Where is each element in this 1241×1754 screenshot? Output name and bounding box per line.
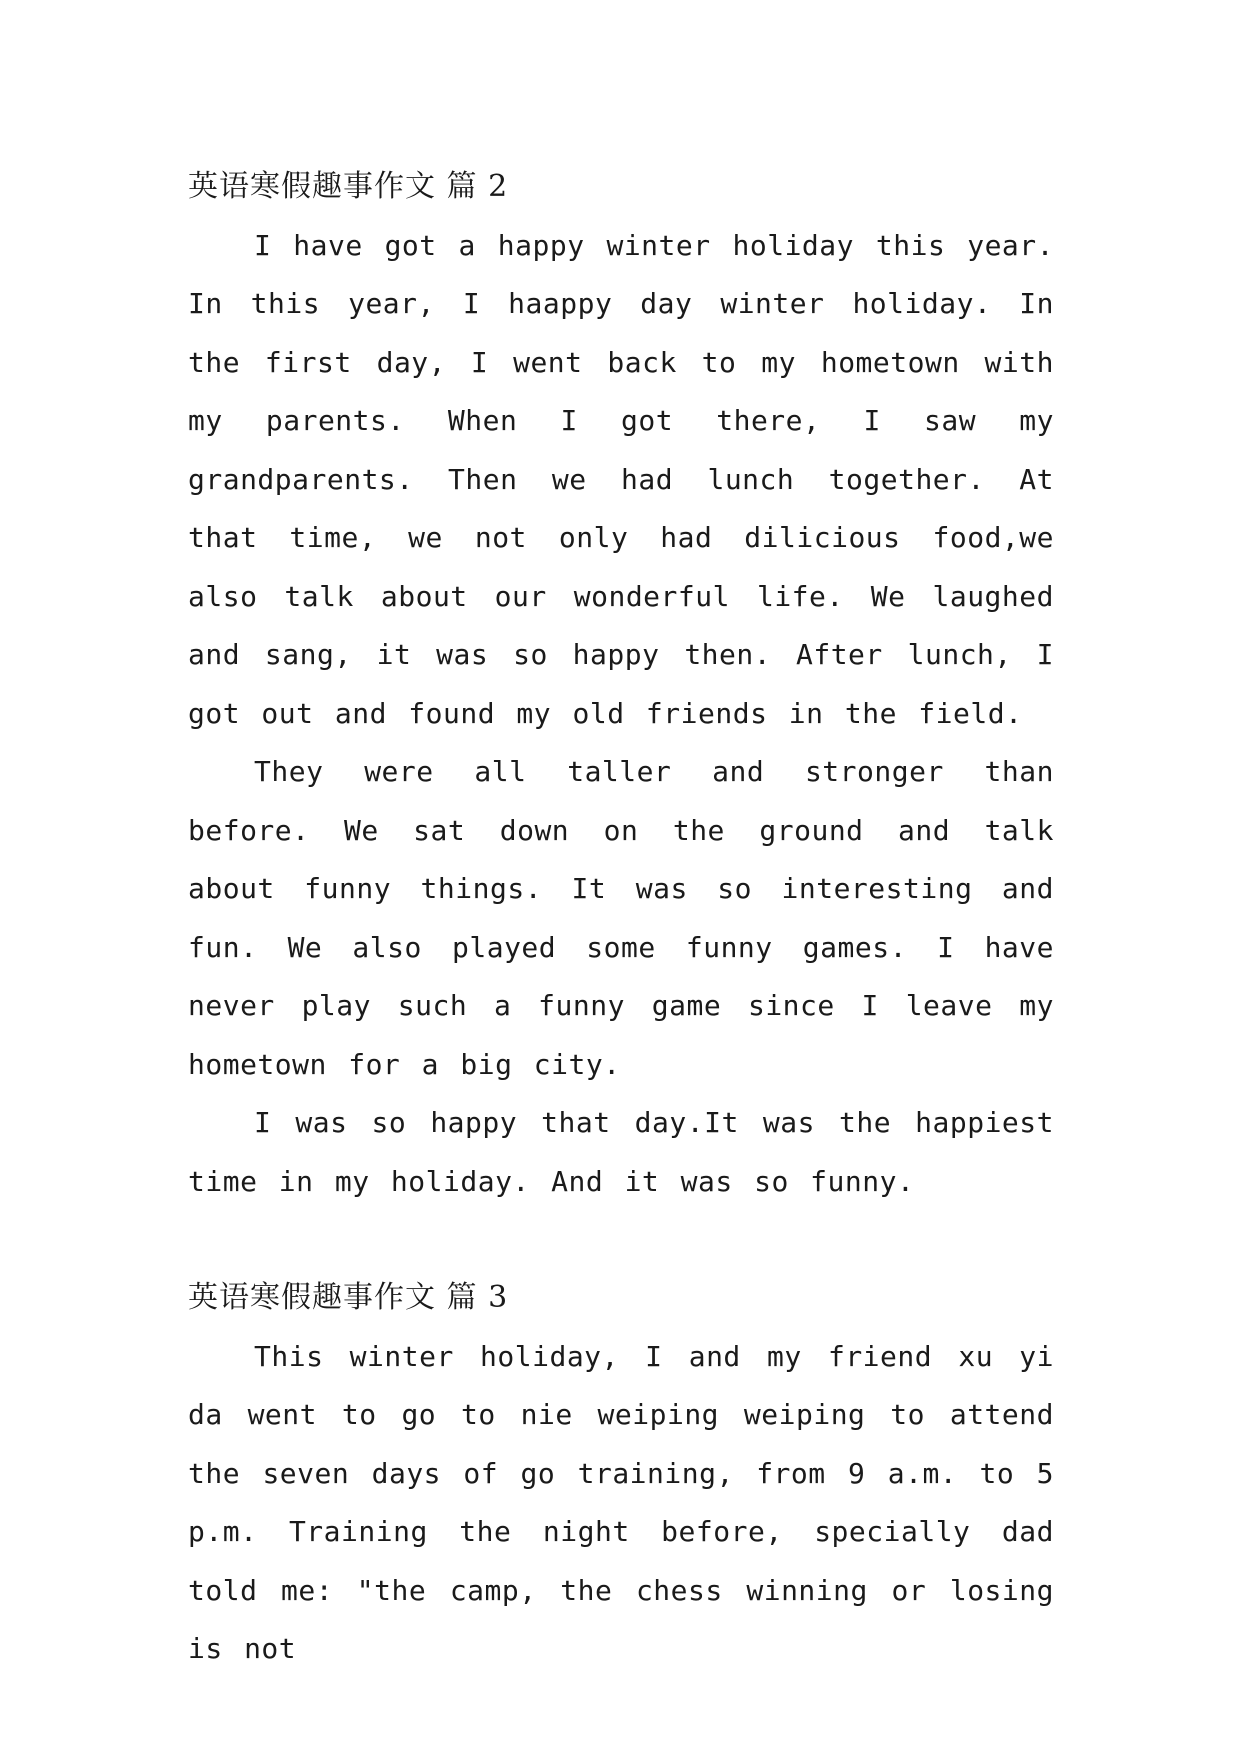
body-paragraph: I was so happy that day.It was the happiest time in my holiday. And it was so funny. [188,1106,1054,1198]
document-content [188,158,1054,1679]
body-paragraph: They were all taller and stronger than before. We sat down on the ground and talk about funny things. It was so interesting and fun. We also played some funny games. I have never play such a funny game since I leave my hometown for a big city. [188,755,1054,1081]
section-heading: 英语寒假趣事作文 篇 2 [188,169,509,204]
body-paragraph: This winter holiday, I and my friend xu yi da went to go to nie weiping weiping to attend the seven days of go training, from 9 a.m. to 5 p.m. Training the night before, specially dad told me: "the camp, the chess winning or losing is not [188,1339,1054,1665]
section-spacer [188,1211,1054,1269]
section-heading: 英语寒假趣事作文 篇 3 [188,1280,509,1315]
body-paragraph: I have got a happy winter holiday this year. In this year, I haappy day winter holiday. In the first day, I went back to my hometown with my parents. When I got there, I saw my grandparents. Then we had lunch together. At that time, we not only had dilicious food,we also talk about our wonderful life. We laughed and sang, it was so happy then. After lunch, I got out and found my old friends in the field. [188,228,1054,730]
